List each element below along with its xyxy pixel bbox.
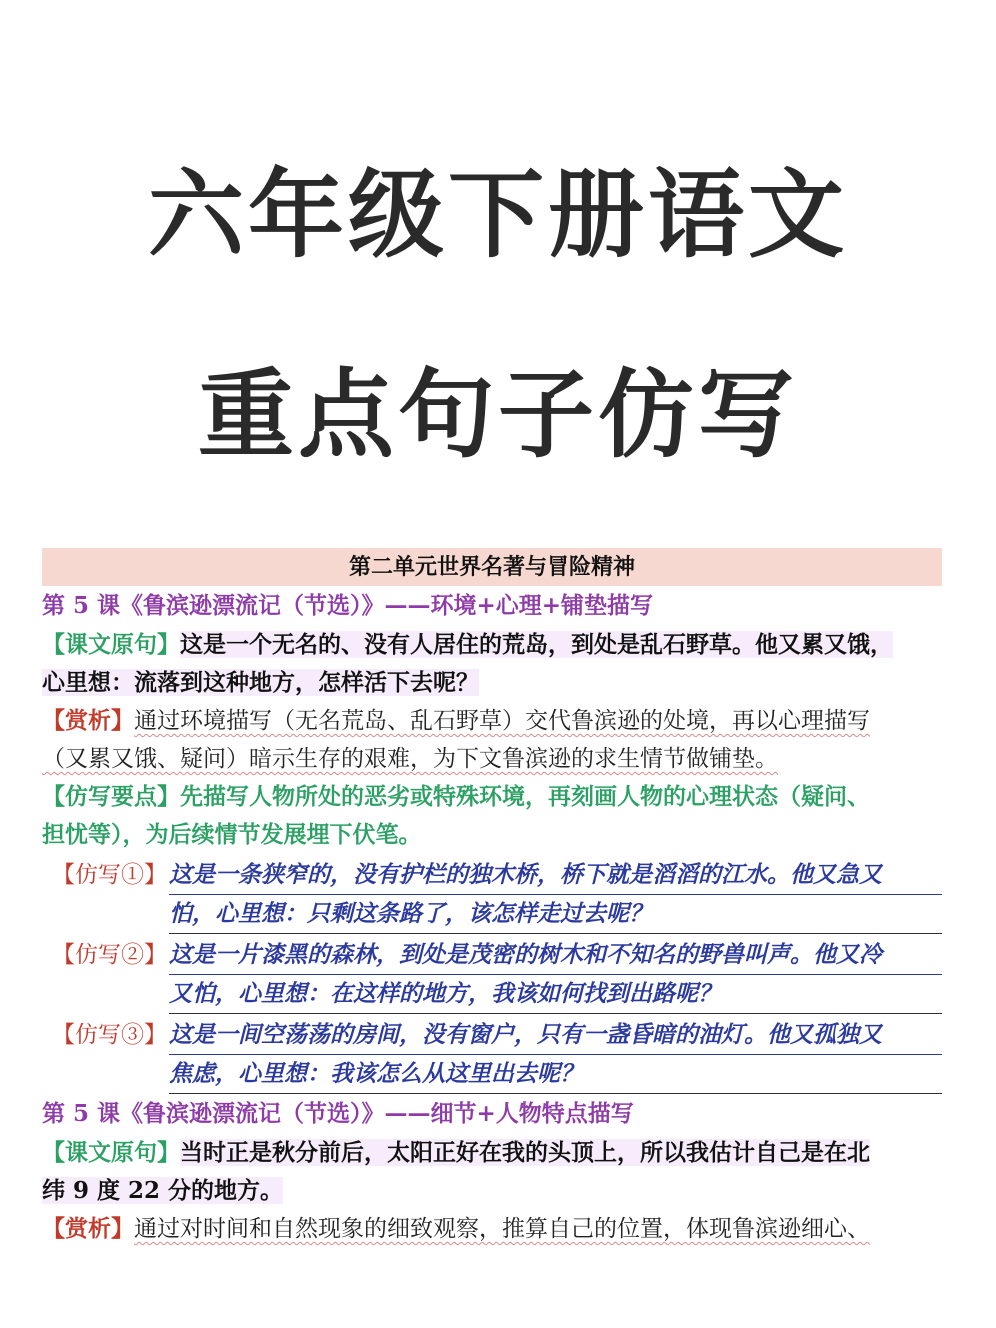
imitation-line: 怕，心里想：只剩这条路了，该怎样走过去呢？	[169, 895, 942, 934]
analysis	[42, 702, 942, 778]
tips-line: 先描写人物所处的恶劣或特殊环境，再刻画人物的心理状态（疑问、	[180, 783, 870, 810]
imitation-label: 【仿写③】	[52, 1022, 167, 1048]
imitation-tips	[42, 778, 942, 854]
imitation-text	[169, 936, 942, 1014]
original-tag: 【课文原句】	[42, 631, 180, 658]
unit-heading: 第二单元世界名著与冒险精神	[42, 548, 942, 586]
imitation-text	[169, 856, 942, 934]
imitation-label: 【仿写①】	[52, 862, 167, 888]
imitation-item	[42, 1016, 942, 1094]
page-title-line2: 重点句子仿写	[198, 359, 798, 471]
imitation-item	[42, 856, 942, 934]
imitation-line: 焦虑，心里想：我该怎么从这里出去呢？	[169, 1055, 942, 1094]
analysis-tag: 【赏析】	[42, 1215, 134, 1242]
tips-line: 担忧等），为后续情节发展埋下伏笔。	[42, 821, 422, 848]
imitation-line: 这是一片漆黑的森林，到处是茂密的树木和不知名的野兽叫声。他又冷	[169, 936, 942, 975]
original-tag: 【课文原句】	[42, 1139, 180, 1166]
original-sentence	[42, 626, 942, 702]
analysis-line: （又累又饿、疑问）暗示生存的艰难，为下文鲁滨逊的求生情节做铺垫。	[42, 746, 778, 772]
imitation-line: 这是一条狭窄的，没有护栏的独木桥，桥下就是滔滔的江水。他又急又	[169, 856, 942, 895]
original-line: 这是一个无名的、没有人居住的荒岛，到处是乱石野草。他又累又饿，	[180, 631, 893, 658]
original-line: 纬 9 度 22 分的地方。	[42, 1177, 284, 1204]
original-sentence	[42, 1134, 942, 1210]
analysis-line: 通过环境描写（无名荒岛、乱石野草）交代鲁滨逊的处境，再以心理描写	[134, 708, 870, 734]
analysis-line: 通过对时间和自然现象的细致观察，推算自己的位置，体现鲁滨逊细心、	[134, 1216, 870, 1242]
analysis	[42, 1210, 942, 1248]
imitation-line: 这是一间空荡荡的房间，没有窗户，只有一盏昏暗的油灯。他又孤独又	[169, 1016, 942, 1055]
original-line: 心里想：流落到这种地方，怎样活下去呢？	[42, 669, 479, 696]
tips-tag: 【仿写要点】	[42, 783, 180, 810]
document-body	[42, 548, 942, 1248]
page-title-line1: 六年级下册语文	[148, 159, 848, 271]
original-line: 当时正是秋分前后，太阳正好在我的头顶上，所以我估计自己是在北	[180, 1139, 870, 1166]
lesson-heading: 第 5 课《鲁滨逊漂流记（节选）》——细节+人物特点描写	[42, 1100, 634, 1127]
analysis-tag: 【赏析】	[42, 707, 134, 734]
imitation-text	[169, 1016, 942, 1094]
lesson-heading: 第 5 课《鲁滨逊漂流记（节选）》——环境+心理+铺垫描写	[42, 592, 654, 619]
imitation-item	[42, 936, 942, 1014]
imitation-line: 又怕，心里想：在这样的地方，我该如何找到出路呢？	[169, 975, 942, 1014]
imitation-label: 【仿写②】	[52, 942, 167, 968]
